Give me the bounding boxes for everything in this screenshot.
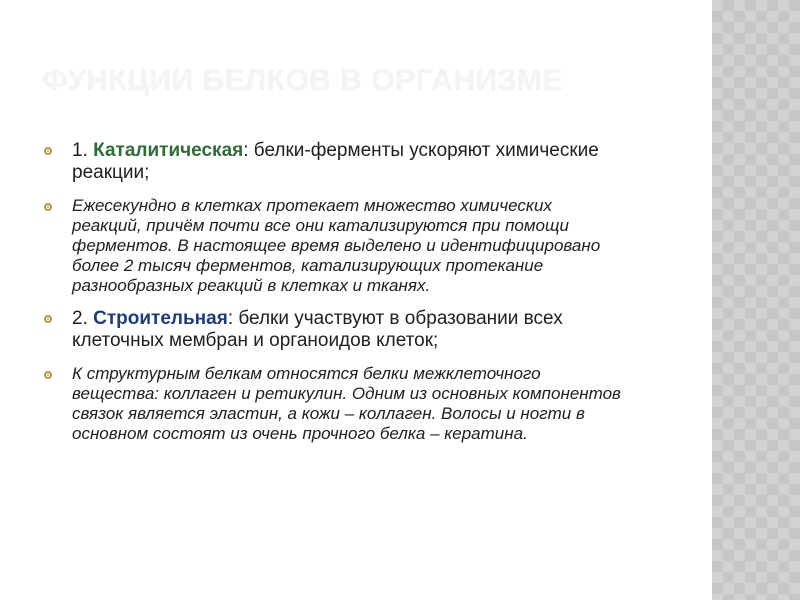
slide-title: ФУНКЦИИ БЕЛКОВ В ОРГАНИЗМЕ: [42, 64, 563, 97]
item-number: 1.: [72, 140, 88, 161]
item-text: Ежесекундно в клетках протекает множество химических реакций, причём почти все они катализируются при помощи ферментов. В настоящее время выделено и идентифицировано более 2 тысяч ферментов, катализирующих протекание разнообразных реакций в клетках и тканях.: [72, 196, 601, 295]
bullet-item-enzymes-detail: [44, 196, 624, 296]
circle-bullet-icon: [44, 371, 52, 379]
decorative-side-band: [712, 0, 800, 600]
item-term-structural: Строительная: [93, 308, 228, 329]
circle-bullet-icon: [44, 147, 52, 155]
item-description: : белки-ферменты ускоряют химические реакции;: [72, 140, 599, 183]
item-text: К структурным белкам относятся белки межклеточного вещества: коллаген и ретикулин. Одним из основных компонентов связок является эластин, а кожи – коллаген. Волосы и ногти в основном состоят из очень прочного белка – кератина.: [72, 364, 621, 443]
circle-bullet-icon: [44, 203, 52, 211]
content-area: [44, 140, 624, 456]
circle-bullet-icon: [44, 315, 52, 323]
bullet-item-structural-detail: [44, 364, 624, 444]
item-description: : белки участвуют в образовании всех клеточных мембран и органоидов клеток;: [72, 308, 563, 351]
bullet-item-catalytic: [44, 140, 624, 184]
bullet-item-structural: [44, 308, 624, 352]
item-number: 2.: [72, 308, 88, 329]
item-term-catalytic: Каталитическая: [93, 140, 244, 161]
